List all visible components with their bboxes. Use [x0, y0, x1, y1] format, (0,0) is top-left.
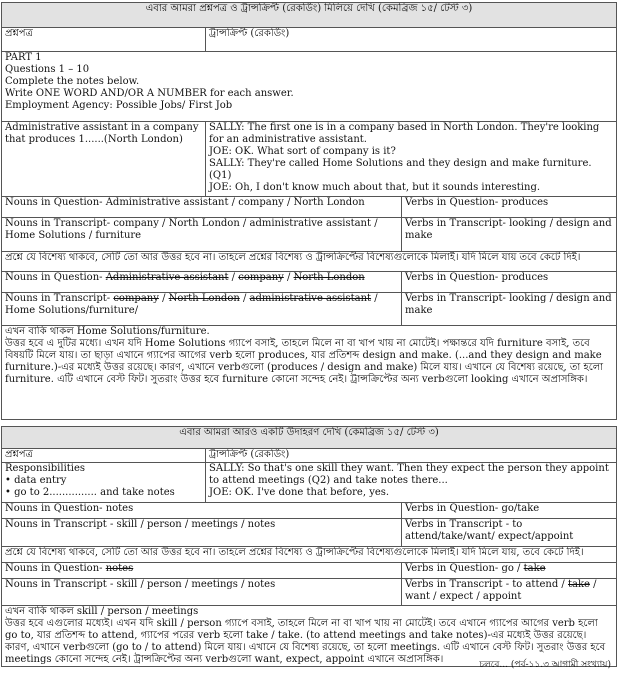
verbs-in-question-struck: Verbs in Question- go / take: [402, 563, 617, 579]
transcript-line: JOE: OK. I've done that before, yes.: [209, 487, 390, 498]
instruction-line: Write ONE WORD AND/OR A NUMBER for each answer.: [5, 88, 294, 99]
part-instructions: [2, 52, 617, 122]
instruction-line: Complete the notes below.: [5, 76, 140, 87]
transcript-text: [206, 463, 617, 503]
explanation: [2, 326, 617, 420]
struck-noun: North London: [168, 293, 240, 304]
matching-instruction: প্রশ্নে যে বিশেষ্য থাকবে, সেটি তো আর উত্তর হবে না। তাহলে প্রশ্নের বিশেষ্য ও ট্রান্সক্রিপ্টের বিশেষ্যগুলোকে মিলাই। যদি মিলে যায়, তবে কেটে দিই।: [2, 547, 617, 563]
struck-noun: notes: [105, 563, 134, 574]
nouns-in-question: Nouns in Question- Administrative assistant / company / North London: [2, 197, 402, 218]
example-two-table: [1, 426, 617, 667]
transcript-line: SALLY: So that's one skill they want. Then they expect the person they appoint to attend meetings (Q2) and take notes there...: [209, 463, 609, 486]
question-line: • data entry: [5, 475, 67, 486]
transcript-column-header: ট্রান্সক্রিপ্ট (রেকর্ডিং): [206, 28, 617, 52]
nouns-in-question-struck: Nouns in Question- notes: [2, 563, 402, 579]
nouns-in-transcript: Nouns in Transcript - skill / person / meetings / notes: [2, 579, 402, 606]
transcript-line: SALLY: They're called Home Solutions and they design and make furniture. (Q1): [209, 158, 592, 181]
question-line: • go to 2............... and take notes: [5, 487, 175, 498]
section-header: এবার আমরা প্রশ্নপত্র ও ট্রান্সক্রিপ্ট (রেকর্ডিং) মিলিয়ে দেখি (কেমব্রিজ ১৫/ টেস্ট ৩): [2, 3, 617, 28]
transcript-line: JOE: OK. What sort of company is it?: [209, 146, 396, 157]
question-line: Responsibilities: [5, 463, 86, 474]
continuation-note: চলবে... (পর্ব-১১.৩ আগামী সংখ্যায়): [479, 660, 611, 670]
remaining-nouns: এখন বাকি থাকল Home Solutions/furniture.: [5, 326, 210, 337]
question-text: Administrative assistant in a company that produces 1......(North London): [2, 122, 206, 197]
question-column-header: প্রশ্নপত্র: [2, 28, 206, 52]
explanation-text: উত্তর হবে এগুলোর মধ্যেই। এখন যদি skill / person গ্যাপে বসাই, তাহলে মিলে না বা খাপ খায় না মোটেই। তবে এখানে গ্যাপের আগের verb হলো go to, যার প্রতিশব্দ to attend, গ্যাপের পরের verb হলো take / take. (to attend meetings and take notes)-এর মধ্যেই উত্তর রয়েছে। কারণ, এখানে verbগুলো (go to / to attend) মিলে যায়। এখানে যে বিশেষ্য রয়েছে, তা হলো meetings. এটি এখানে বেস্ট ফিট। সুতরাং উত্তর হবে meetings কোনো সন্দেহ নেই। ট্রান্সক্রিপ্টের অন্য verbগুলো want, expect, appoint এখানে অপ্রাসঙ্গিক।: [5, 618, 606, 665]
struck-noun: North London: [293, 272, 365, 283]
verbs-in-question: Verbs in Question- go/take: [402, 503, 617, 519]
verbs-in-transcript: Verbs in Transcript- looking / design and make: [402, 218, 617, 252]
transcript-column-header: ট্রান্সক্রিপ্ট (রেকর্ডিং): [206, 449, 617, 463]
struck-noun: company: [238, 272, 284, 283]
section-header: এবার আমরা আরও একটি উদাহরণ দেখি (কেমব্রিজ ১৫/ টেস্ট ৩): [2, 427, 617, 449]
matching-instruction: প্রশ্নে যে বিশেষ্য থাকবে, সেটি তো আর উত্তর হবে না। তাহলে প্রশ্নের বিশেষ্য ও ট্রান্সক্রিপ্টের বিশেষ্যগুলোকে মিলাই। যদি মিলে যায় তবে কেটে দিই।: [2, 252, 617, 272]
struck-noun: company: [113, 293, 159, 304]
transcript-line: SALLY: The first one is in a company based in North London. They're looking for an administrative assistant.: [209, 122, 600, 145]
transcript-text: [206, 122, 617, 197]
nouns-in-transcript-struck: Nouns in Transcript- company / North London / administrative assistant / Home Solutions/furniture/: [2, 293, 402, 326]
explanation-text: উত্তর হবে এ দুটির মধ্যে। এখন যদি Home Solutions গ্যাপে বসাই, তাহলে মিলে না বা খাপ খায় না মোটেই। পক্ষান্তরে যদি furniture বসাই, তবে বিষয়টি মিলে যায়। তা ছাড়া এখানে গ্যাপের আগের verb হলো produces, যার প্রতিশব্দ design and make. (...and they design and make furniture.)-এর মধ্যেই উত্তর রয়েছে। কারণ, এখানে verbগুলো (produces / design and make) মিলে যায়। এখানে যে বিশেষ্য রয়েছে, তা হলো furniture. এটি এখানে বেস্ট ফিট। সুতরাং উত্তর হবে furniture কোনো সন্দেহ নেই। ট্রান্সক্রিপ্টের অন্য verbগুলো looking এখানে অপ্রাসঙ্গিক।: [5, 338, 604, 385]
struck-noun: administrative assistant: [249, 293, 372, 304]
example-one-table: [1, 2, 617, 420]
explanation: [2, 606, 617, 667]
remaining-nouns: এখন বাকি থাকল skill / person / meetings: [5, 606, 199, 617]
verbs-in-transcript: Verbs in Transcript - to attend/take/want/ expect/appoint: [402, 519, 617, 547]
question-text: [2, 463, 206, 503]
verbs-in-question: Verbs in Question- produces: [402, 197, 617, 218]
notes-heading: Employment Agency: Possible Jobs/ First Job: [5, 100, 233, 111]
struck-verb: take: [567, 579, 590, 590]
nouns-in-transcript: Nouns in Transcript- company / North London / administrative assistant / Home Solutions / furniture: [2, 218, 402, 252]
question-range: Questions 1 – 10: [5, 64, 90, 75]
struck-noun: Administrative assistant: [105, 272, 229, 283]
nouns-in-question-struck: Nouns in Question- Administrative assistant / company / North London: [2, 272, 402, 293]
part-title: PART 1: [5, 52, 42, 63]
question-column-header: প্রশ্নপত্র: [2, 449, 206, 463]
verbs-in-question: Verbs in Question- produces: [402, 272, 617, 293]
nouns-in-transcript: Nouns in Transcript - skill / person / meetings / notes: [2, 519, 402, 547]
verbs-in-transcript: Verbs in Transcript- looking / design and make: [402, 293, 617, 326]
struck-verb: take: [523, 563, 546, 574]
verbs-in-transcript-struck: Verbs in Transcript - to attend / take / want / expect / appoint: [402, 579, 617, 606]
nouns-in-question: Nouns in Question- notes: [2, 503, 402, 519]
transcript-line: JOE: Oh, I don't know much about that, but it sounds interesting.: [209, 182, 541, 193]
